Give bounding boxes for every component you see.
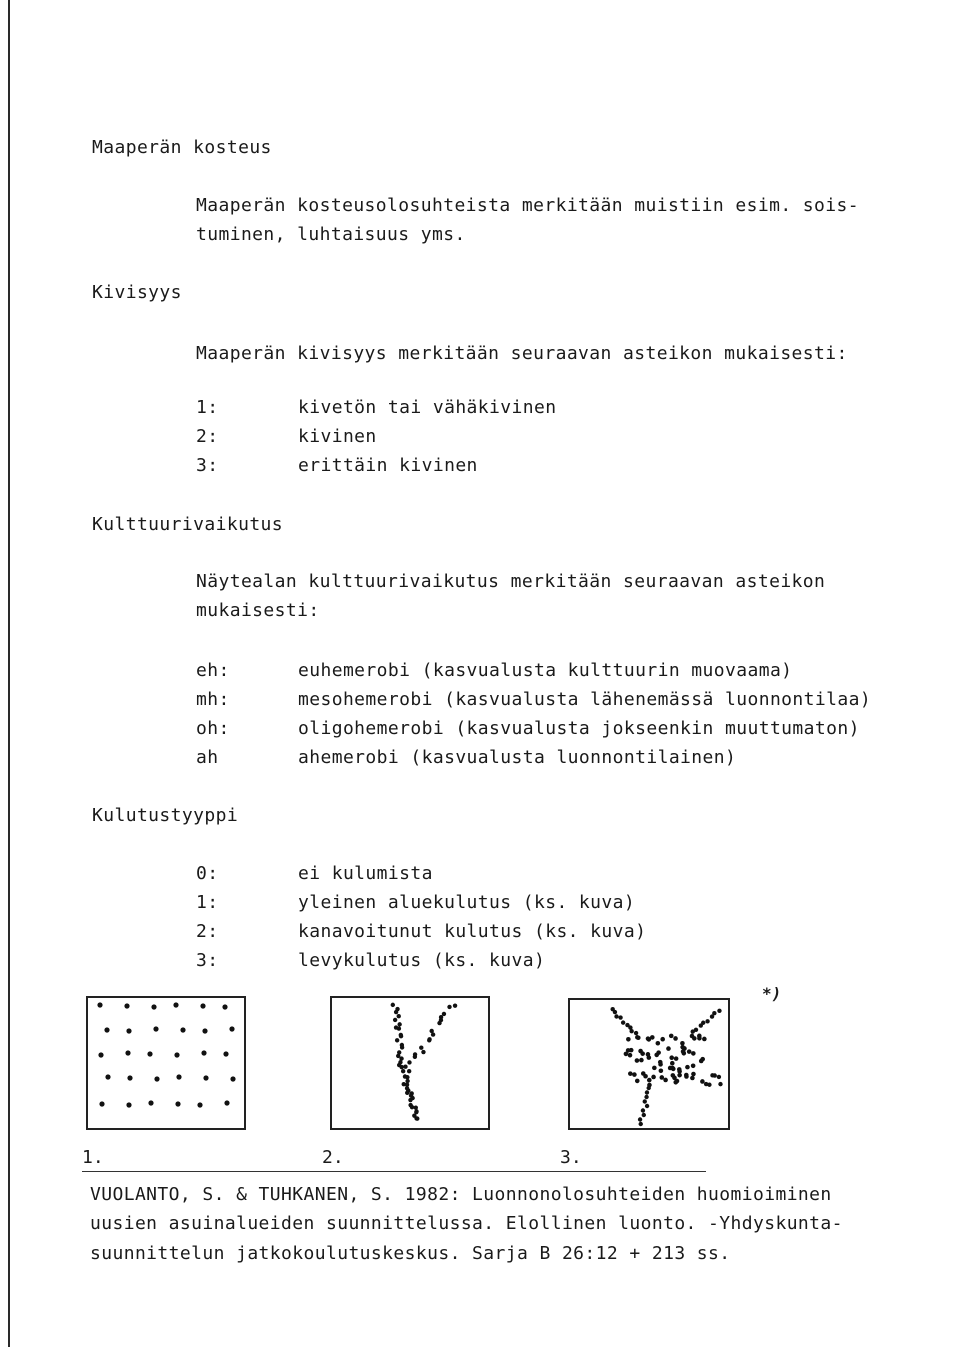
figure-dot <box>680 1045 685 1050</box>
figure-dot <box>658 1060 663 1065</box>
figure-dot <box>673 1036 678 1041</box>
figure-dot <box>691 1029 695 1033</box>
figure-dot <box>645 1104 649 1108</box>
figure-dot <box>629 1029 633 1033</box>
figure-dot <box>684 1074 689 1079</box>
figure-dot <box>643 1099 647 1103</box>
figure-dot <box>639 1058 644 1063</box>
figure-dot <box>638 1117 642 1121</box>
figure-dot <box>405 1091 409 1095</box>
figure-dot <box>127 1075 132 1080</box>
figure-dot <box>223 1051 228 1056</box>
figure-dot <box>700 1057 705 1062</box>
kulutus-code: 2: <box>196 921 219 942</box>
figure-dot <box>419 1046 423 1050</box>
figure-dot <box>618 1015 622 1019</box>
figure-dot <box>640 1051 645 1056</box>
figure-dot <box>651 1075 656 1080</box>
kulttuuri-code: eh: <box>196 660 230 681</box>
figure-dot <box>717 1009 721 1013</box>
figure-dot <box>699 1023 703 1027</box>
figure-dot <box>639 1122 643 1126</box>
figure-dot <box>650 1035 655 1040</box>
figure-dot <box>415 1116 419 1120</box>
kulutus-code: 1: <box>196 892 219 913</box>
kivisyys-code: 3: <box>196 455 219 476</box>
kulttuuri-code: ah <box>196 747 219 768</box>
figure-dot <box>229 1026 234 1031</box>
figure-dot <box>669 1034 674 1039</box>
figure-label-3: 3. <box>560 1147 582 1168</box>
figure-dot <box>652 1066 657 1071</box>
figure-dot <box>710 1014 714 1018</box>
figure-dot <box>691 1051 696 1056</box>
scan-edge-line <box>8 0 10 1347</box>
figure-dot <box>717 1075 721 1079</box>
figure-dot <box>685 1065 690 1070</box>
figure-dot <box>669 1055 674 1060</box>
figure-dot <box>628 1053 633 1058</box>
reference-line2: uusien asuinalueiden suunnittelussa. Elollinen luonto. -Yhdyskunta- <box>90 1213 843 1234</box>
figure-dot <box>148 1100 153 1105</box>
kulttuuri-desc: oligohemerobi (kasvualusta jokseenkin muuttumaton) <box>298 718 860 739</box>
figure-dot <box>399 1034 403 1038</box>
reference-line1: VUOLANTO, S. & TUHKANEN, S. 1982: Luonnonolosuhteiden huomioiminen <box>90 1184 832 1205</box>
figure-dot <box>660 1037 665 1042</box>
kulttuuri-code: oh: <box>196 718 230 739</box>
figure-dot <box>224 1100 229 1105</box>
figure-dot <box>397 1026 401 1030</box>
figure-dot <box>668 1066 673 1071</box>
figure-dot <box>126 1028 131 1033</box>
figure-dot <box>197 1102 202 1107</box>
figure-dot <box>624 1052 629 1057</box>
figure-dot <box>626 1037 631 1042</box>
figure-sheet-wear <box>568 998 730 1130</box>
figure-dot <box>147 1051 152 1056</box>
figure-dot <box>400 1045 404 1049</box>
figure-dot <box>203 1075 208 1080</box>
figure-dot <box>666 1046 671 1051</box>
figure-dot <box>700 1079 705 1084</box>
figure-dot <box>180 1027 185 1032</box>
figure-dot <box>677 1073 682 1078</box>
figure-dot <box>632 1072 637 1077</box>
figure-dot <box>690 1076 695 1081</box>
figure-general-wear <box>86 996 246 1130</box>
figure-dot <box>644 1095 648 1099</box>
figure-dot <box>408 1098 412 1102</box>
figure-dot <box>646 1036 651 1041</box>
figure-dot <box>613 1010 617 1014</box>
figure-channelled-wear <box>330 996 490 1130</box>
kivisyys-desc: kivetön tai vähäkivinen <box>298 397 557 418</box>
figure-dot <box>642 1113 646 1117</box>
heading-kulttuurivaikutus: Kulttuurivaikutus <box>92 514 284 535</box>
figure-dot <box>105 1074 110 1079</box>
kulttuuri-intro-line1: Näytealan kulttuurivaikutus merkitään seuraavan asteikon <box>196 571 826 592</box>
figure-dot <box>629 1048 634 1053</box>
figure-dot <box>173 1002 178 1007</box>
figure-dot <box>397 1014 401 1018</box>
figure-general-wear-dots <box>88 998 244 1128</box>
figure-dot <box>431 1032 435 1036</box>
figure-channelled-wear-dots <box>332 998 488 1128</box>
figure-dot <box>621 1020 625 1024</box>
figure-dot <box>202 1028 207 1033</box>
kulttuuri-intro-line2: mukaisesti: <box>196 600 320 621</box>
kivisyys-code: 1: <box>196 397 219 418</box>
figure-dot <box>414 1109 418 1113</box>
figure-dot <box>692 1036 697 1041</box>
figure-dot <box>394 1010 398 1014</box>
figure-dot <box>153 1026 158 1031</box>
kulutus-desc: yleinen aluekulutus (ks. kuva) <box>298 892 636 913</box>
kulutus-code: 0: <box>196 863 219 884</box>
figure-dot <box>154 1076 159 1081</box>
figure-dot <box>677 1067 682 1072</box>
figure-dot <box>674 1056 679 1061</box>
figure-dot <box>635 1058 640 1063</box>
figure-dot <box>673 1080 678 1085</box>
figure-dot <box>691 1063 696 1068</box>
figure-dot <box>628 1071 633 1076</box>
figure-dot <box>453 1003 457 1007</box>
figure-dot <box>707 1083 711 1087</box>
figure-dot <box>614 1014 618 1018</box>
figure-dot <box>645 1090 649 1094</box>
figure-dot <box>405 1075 409 1079</box>
figure-dot <box>635 1079 640 1084</box>
figure-dot <box>660 1075 665 1080</box>
figure-dot <box>421 1050 425 1054</box>
kivisyys-intro: Maaperän kivisyys merkitään seuraavan asteikon mukaisesti: <box>196 343 848 364</box>
reference-divider <box>82 1171 706 1172</box>
figure-dot <box>681 1049 686 1054</box>
kulutus-desc: ei kulumista <box>298 863 433 884</box>
figure-dot <box>414 1105 418 1109</box>
figure-label-2: 2. <box>322 1147 344 1168</box>
figure-dot <box>705 1019 709 1023</box>
heading-kulutustyyppi: Kulutustyyppi <box>92 805 239 826</box>
figure-dot <box>393 1018 397 1022</box>
figure-dot <box>687 1049 692 1054</box>
figure-dot <box>427 1038 431 1042</box>
figure-dot <box>442 1012 446 1016</box>
kivisyys-code: 2: <box>196 426 219 447</box>
figure-dot <box>200 1003 205 1008</box>
figure-dot <box>125 1050 130 1055</box>
figure-dot <box>635 1035 639 1039</box>
figure-dot <box>641 1108 645 1112</box>
figure-dot <box>647 1086 651 1090</box>
figure-dot <box>713 1073 717 1077</box>
figure-dot <box>98 1052 103 1057</box>
figure-dot <box>402 1082 406 1086</box>
figure-dot <box>656 1041 661 1046</box>
kulutus-code: 3: <box>196 950 219 971</box>
figure-dot <box>151 1004 156 1009</box>
reference-line3: suunnittelun jatkokoulutuskeskus. Sarja B 26:12 + 213 ss. <box>90 1243 731 1264</box>
kulttuuri-desc: ahemerobi (kasvualusta luonnontilainen) <box>298 747 737 768</box>
figure-dot <box>659 1068 664 1073</box>
figure-dot <box>718 1082 722 1086</box>
figure-dot <box>647 1078 652 1083</box>
figure-dot <box>230 1076 235 1081</box>
figure-dot <box>680 1041 685 1046</box>
figure-dot <box>646 1052 651 1057</box>
figure-dot <box>671 1073 676 1078</box>
figure-dot <box>403 1065 407 1069</box>
kosteus-text-line1: Maaperän kosteusolosuhteista merkitään muistiin esim. sois- <box>196 195 859 216</box>
figure-sheet-wear-dots <box>570 1000 728 1128</box>
figure-dot <box>670 1061 675 1066</box>
figure-dot <box>702 1037 707 1042</box>
figure-dot <box>437 1021 441 1025</box>
figure-dot <box>175 1101 180 1106</box>
figure-dot <box>104 1027 109 1032</box>
kivisyys-desc: erittäin kivinen <box>298 455 478 476</box>
figure-dot <box>401 1069 405 1073</box>
figure-dot <box>176 1074 181 1079</box>
figure-dot <box>697 1036 702 1041</box>
figure-dot <box>643 1074 648 1079</box>
figure-dot <box>397 1022 401 1026</box>
figure-label-1: 1. <box>82 1147 104 1168</box>
figure-dot <box>222 1004 227 1009</box>
kulttuuri-code: mh: <box>196 689 230 710</box>
heading-kivisyys: Kivisyys <box>92 282 182 303</box>
figure-dot <box>99 1101 104 1106</box>
figure-dot <box>407 1069 411 1073</box>
figure-dot <box>634 1031 638 1035</box>
heading-kosteus: Maaperän kosteus <box>92 137 272 158</box>
figure-dot <box>126 1102 131 1107</box>
figure-dot <box>391 1003 395 1007</box>
kivisyys-desc: kivinen <box>298 426 377 447</box>
figure-dot <box>654 1053 659 1058</box>
kulttuuri-desc: mesohemerobi (kasvualusta lähenemässä luonnontilaa) <box>298 689 872 710</box>
figure-dot <box>201 1050 206 1055</box>
footnote-mark: *) <box>762 984 782 1003</box>
figure-dot <box>395 1038 399 1042</box>
figure-dot <box>399 1065 403 1069</box>
figure-dot <box>663 1078 668 1083</box>
figure-dot <box>97 1002 102 1007</box>
figure-dot <box>405 1079 409 1083</box>
figure-dot <box>407 1060 411 1064</box>
figure-dot <box>413 1055 417 1059</box>
figure-dot <box>410 1105 414 1109</box>
figure-dot <box>691 1072 696 1077</box>
figure-dot <box>174 1052 179 1057</box>
kulutus-desc: levykulutus (ks. kuva) <box>298 950 546 971</box>
kulutus-desc: kanavoitunut kulutus (ks. kuva) <box>298 921 647 942</box>
figure-dot <box>124 1003 129 1008</box>
figure-dot <box>447 1005 451 1009</box>
kosteus-text-line2: tuminen, luhtaisuus yms. <box>196 224 466 245</box>
kulttuuri-desc: euhemerobi (kasvualusta kulttuurin muovaama) <box>298 660 793 681</box>
